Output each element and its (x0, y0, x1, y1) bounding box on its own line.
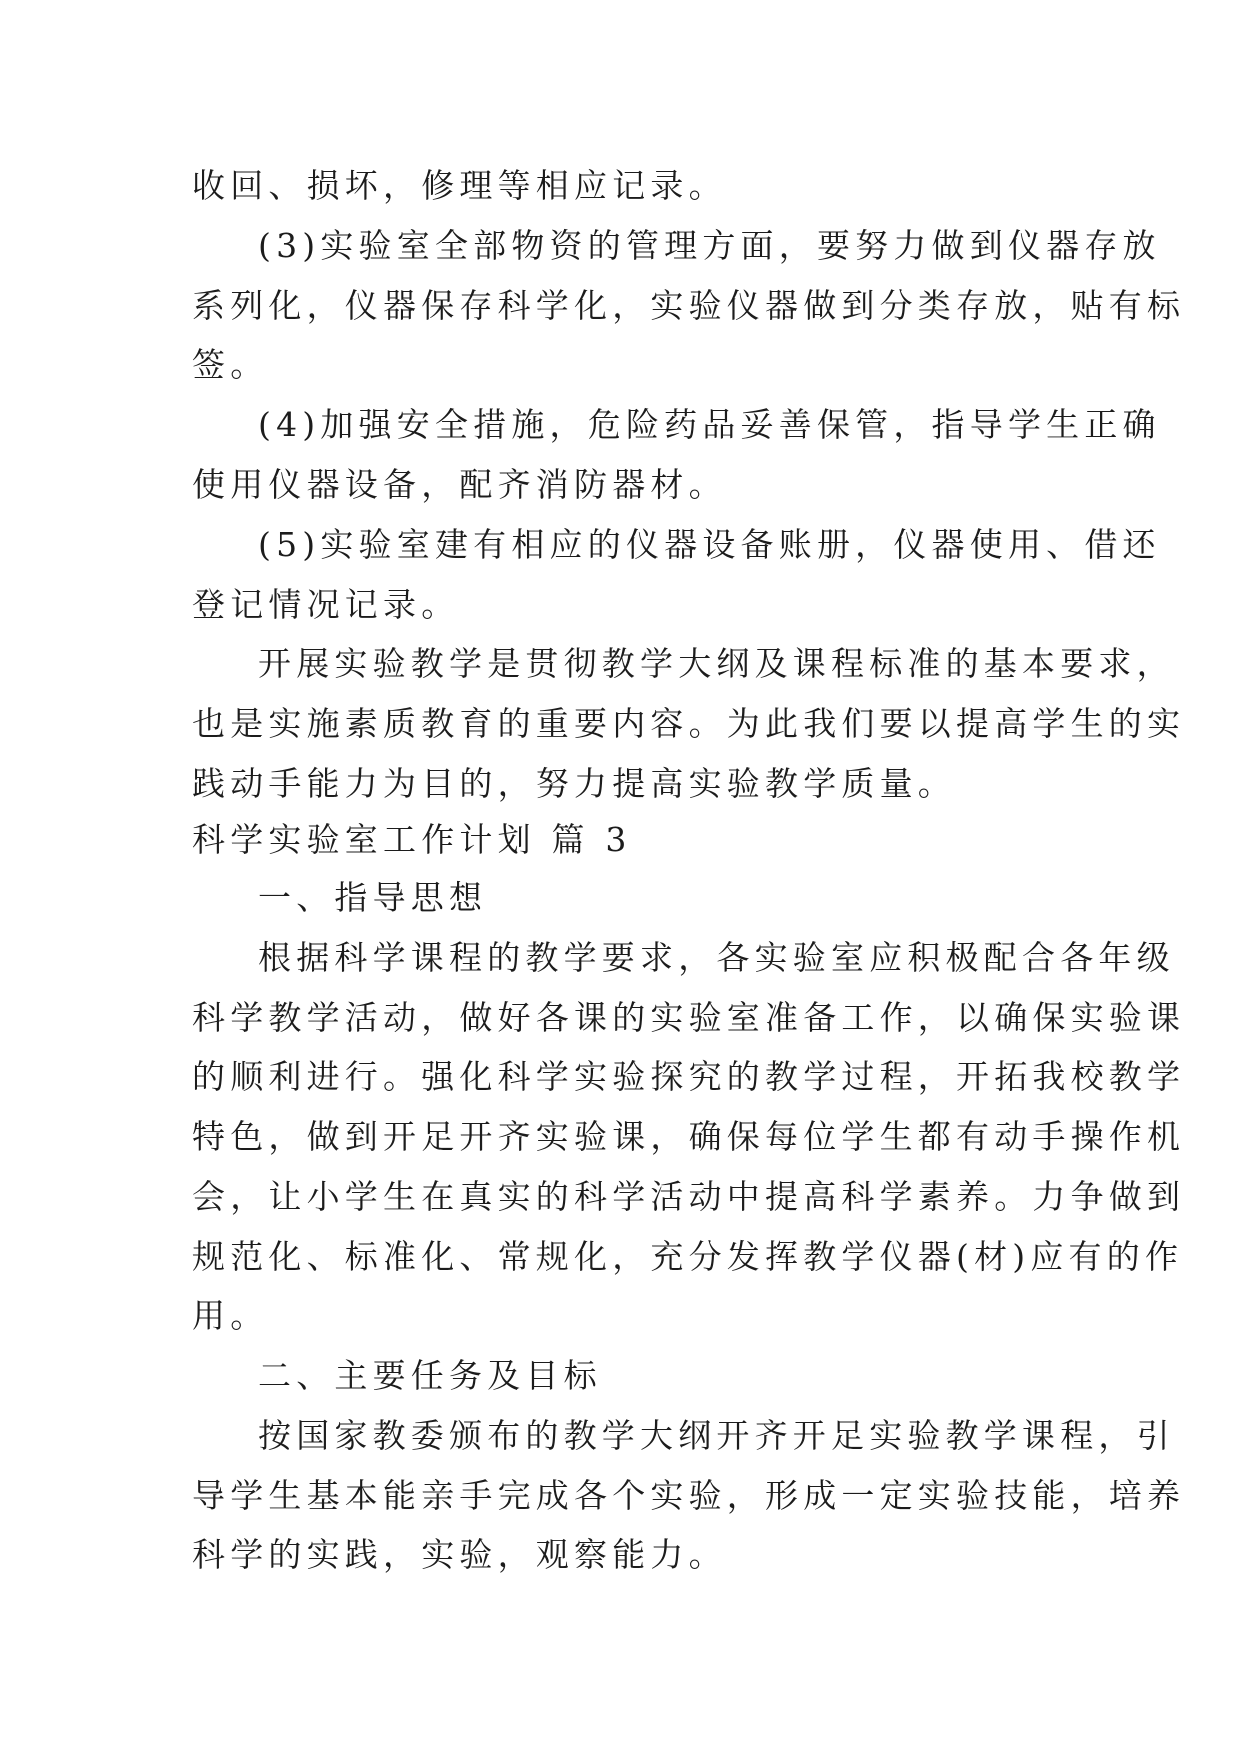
section-title: 科学实验室工作计划 篇 3 (192, 820, 632, 859)
paragraph-start: 根据科学课程的教学要求，各实验室应积极配合各年级 (258, 938, 1175, 977)
paragraph-start: 开展实验教学是贯彻教学大纲及课程标准的基本要求， (258, 644, 1175, 683)
text-line: 用。 (192, 1296, 269, 1335)
text-line: 的顺利进行。强化科学实验探究的教学过程，开拓我校教学 (192, 1057, 1186, 1096)
text-line: 特色，做到开足开齐实验课，确保每位学生都有动手操作机 (192, 1117, 1186, 1156)
text-line: 导学生基本能亲手完成各个实验，形成一定实验技能，培养 (192, 1476, 1186, 1515)
text-line: 会，让小学生在真实的科学活动中提高科学素养。力争做到 (192, 1177, 1186, 1216)
text-line: 规范化、标准化、常规化，充分发挥教学仪器(材)应有的作 (192, 1237, 1184, 1276)
text-line: 登记情况记录。 (192, 585, 460, 624)
paragraph-start: 按国家教委颁布的教学大纲开齐开足实验教学课程，引 (258, 1416, 1175, 1455)
heading-tasks-goals: 二、主要任务及目标 (258, 1356, 602, 1395)
paragraph-item-5: (5)实验室建有相应的仪器设备账册，仪器使用、借还 (258, 525, 1161, 564)
paragraph-item-4: (4)加强安全措施，危险药品妥善保管，指导学生正确 (258, 405, 1161, 444)
text-line: 使用仪器设备，配齐消防器材。 (192, 465, 727, 504)
paragraph-item-3: (3)实验室全部物资的管理方面，要努力做到仪器存放 (258, 226, 1161, 265)
text-line: 也是实施素质教育的重要内容。为此我们要以提高学生的实 (192, 704, 1186, 743)
text-line: 科学的实践，实验，观察能力。 (192, 1535, 727, 1574)
text-line: 践动手能力为目的，努力提高实验教学质量。 (192, 764, 956, 803)
text-line: 签。 (192, 345, 269, 384)
text-line: 收回、损坏，修理等相应记录。 (192, 166, 727, 205)
text-line: 系列化，仪器保存科学化，实验仪器做到分类存放，贴有标 (192, 286, 1186, 325)
heading-guiding-thought: 一、指导思想 (258, 878, 488, 917)
text-line: 科学教学活动，做好各课的实验室准备工作，以确保实验课 (192, 998, 1186, 1037)
